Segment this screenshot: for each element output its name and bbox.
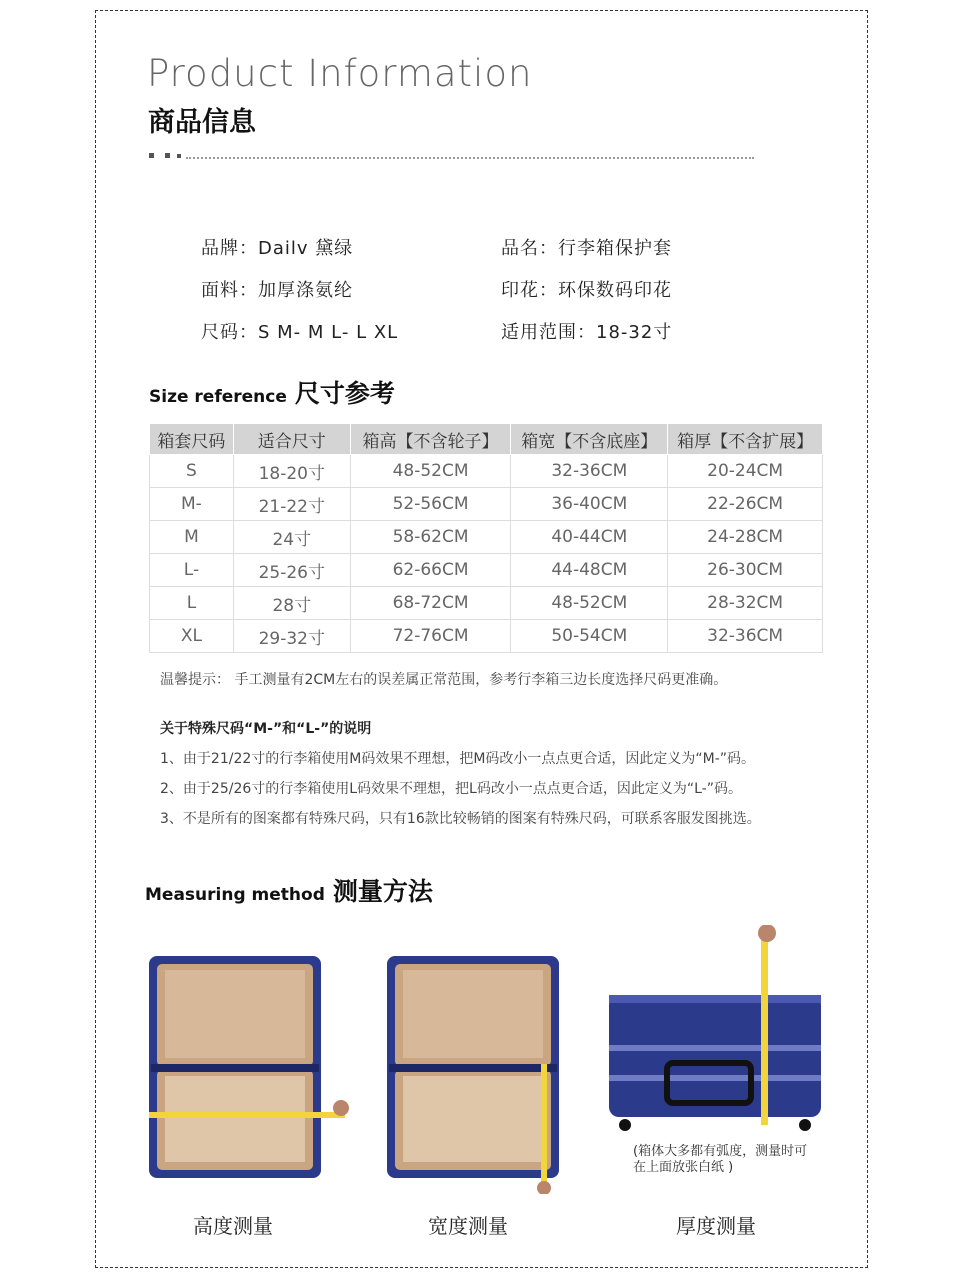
table-header-cell: 箱高【不含轮子】: [350, 424, 511, 455]
thickness-photo-note-line: 在上面放张白纸 ): [633, 1160, 734, 1175]
measuring-method-title-en: Measuring method: [145, 885, 325, 905]
table-cell: 21-22寸: [233, 488, 350, 521]
table-cell: XL: [150, 620, 234, 653]
special-size-note-line: 3、不是所有的图案都有特殊尺码，只有16款比较畅销的图案有特殊尺码，可联系客服发图挑选。: [160, 811, 761, 827]
table-row: [150, 620, 823, 653]
page-title-cn: 商品信息: [148, 107, 256, 138]
info-print: 印花：环保数码印花: [501, 280, 672, 301]
table-cell: L: [150, 587, 234, 620]
table-header-row: [150, 424, 823, 455]
thickness-photo-note: [633, 1144, 807, 1176]
thickness-measure-photo: [605, 925, 835, 1135]
table-row: [150, 488, 823, 521]
table-cell: 26-30CM: [668, 554, 823, 587]
table-cell: 24寸: [233, 521, 350, 554]
measuring-method-heading: [145, 872, 433, 908]
info-range: 适用范围：18-32寸: [501, 322, 673, 343]
table-header-cell: 箱套尺码: [150, 424, 234, 455]
table-cell: L-: [150, 554, 234, 587]
table-cell: 62-66CM: [350, 554, 511, 587]
caption-width: 宽度测量: [428, 1214, 508, 1238]
dotted-divider: [186, 151, 754, 159]
caption-thickness: 厚度测量: [676, 1214, 756, 1238]
divider-square: [165, 153, 170, 158]
table-cell: 52-56CM: [350, 488, 511, 521]
table-header-cell: 箱厚【不含扩展】: [668, 424, 823, 455]
divider-square: [149, 153, 154, 158]
table-row: [150, 521, 823, 554]
table-cell: 58-62CM: [350, 521, 511, 554]
table-header-cell: 适合尺寸: [233, 424, 350, 455]
table-row: [150, 587, 823, 620]
table-cell: 20-24CM: [668, 455, 823, 488]
table-cell: 68-72CM: [350, 587, 511, 620]
table-cell: S: [150, 455, 234, 488]
table-cell: M: [150, 521, 234, 554]
size-reference-heading: [149, 374, 395, 410]
width-measure-photo: [383, 952, 583, 1194]
table-cell: 28寸: [233, 587, 350, 620]
special-size-note-line: 1、由于21/22寸的行李箱使用M码效果不理想，把M码改小一点点更合适，因此定义为“M-”码。: [160, 751, 756, 767]
table-cell: 32-36CM: [668, 620, 823, 653]
table-cell: 24-28CM: [668, 521, 823, 554]
table-cell: 25-26寸: [233, 554, 350, 587]
table-cell: 48-52CM: [350, 455, 511, 488]
measurement-tip: 温馨提示： 手工测量有2CM左右的误差属正常范围，参考行李箱三边长度选择尺码更准确。: [160, 672, 728, 688]
table-cell: 40-44CM: [511, 521, 668, 554]
divider-square: [177, 154, 181, 158]
table-cell: 72-76CM: [350, 620, 511, 653]
special-size-note-title: 关于特殊尺码“M-”和“L-”的说明: [160, 721, 372, 737]
caption-height: 高度测量: [193, 1214, 273, 1238]
table-cell: 28-32CM: [668, 587, 823, 620]
table-cell: 29-32寸: [233, 620, 350, 653]
info-fabric: 面料：加厚涤氨纶: [201, 280, 353, 301]
measuring-method-title-cn: 测量方法: [332, 877, 433, 906]
size-reference-title-en: Size reference: [149, 387, 287, 407]
table-cell: 44-48CM: [511, 554, 668, 587]
table-cell: M-: [150, 488, 234, 521]
size-table: [149, 423, 823, 653]
info-brand: 品牌：Dailv 黛绿: [201, 238, 354, 259]
thickness-photo-note-line: (箱体大多都有弧度，测量时可: [633, 1144, 808, 1159]
table-cell: 36-40CM: [511, 488, 668, 521]
table-cell: 32-36CM: [511, 455, 668, 488]
table-row: [150, 554, 823, 587]
table-header-cell: 箱宽【不含底座】: [511, 424, 668, 455]
table-row: [150, 455, 823, 488]
info-sizes: 尺码：S M- M L- L XL: [201, 322, 399, 343]
table-cell: 18-20寸: [233, 455, 350, 488]
page-title-en: Product Information: [147, 52, 533, 95]
size-reference-title-cn: 尺寸参考: [294, 379, 395, 408]
table-cell: 22-26CM: [668, 488, 823, 521]
table-cell: 48-52CM: [511, 587, 668, 620]
table-cell: 50-54CM: [511, 620, 668, 653]
info-product-name: 品名：行李箱保护套: [501, 238, 672, 259]
special-size-note-line: 2、由于25/26寸的行李箱使用L码效果不理想，把L码改小一点点更合适，因此定义为“L-”码。: [160, 781, 742, 797]
height-measure-photo: [143, 952, 353, 1184]
